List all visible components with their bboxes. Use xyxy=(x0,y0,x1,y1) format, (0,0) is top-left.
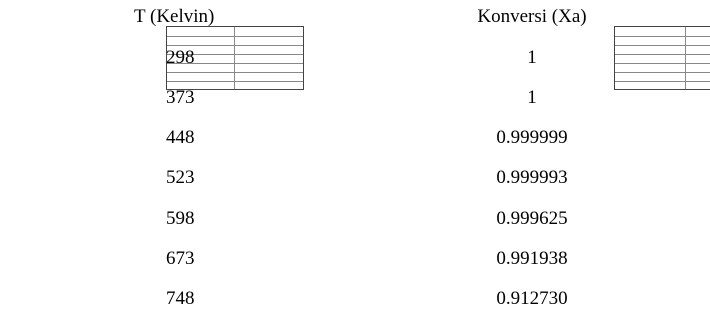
embedded-table-object-right[interactable] xyxy=(614,26,710,90)
temperature-value: 373 xyxy=(166,87,195,108)
conversion-value: 0.999625 xyxy=(496,208,568,229)
header-temperature: T (Kelvin) xyxy=(134,6,215,27)
temperature-value: 673 xyxy=(166,248,195,269)
conversion-value: 0.999999 xyxy=(496,127,568,148)
header-conversion: Konversi (Xa) xyxy=(477,6,587,27)
temperature-value: 523 xyxy=(166,167,195,188)
conversion-value: 1 xyxy=(527,47,537,68)
temperature-value: 448 xyxy=(166,127,195,148)
temperature-value: 748 xyxy=(166,288,195,309)
conversion-value: 1 xyxy=(527,87,537,108)
conversion-value: 0.912730 xyxy=(496,288,568,309)
conversion-value: 0.999993 xyxy=(496,167,568,188)
temperature-value: 598 xyxy=(166,208,195,229)
temperature-value: 298 xyxy=(166,47,195,68)
conversion-value: 0.991938 xyxy=(496,248,568,269)
